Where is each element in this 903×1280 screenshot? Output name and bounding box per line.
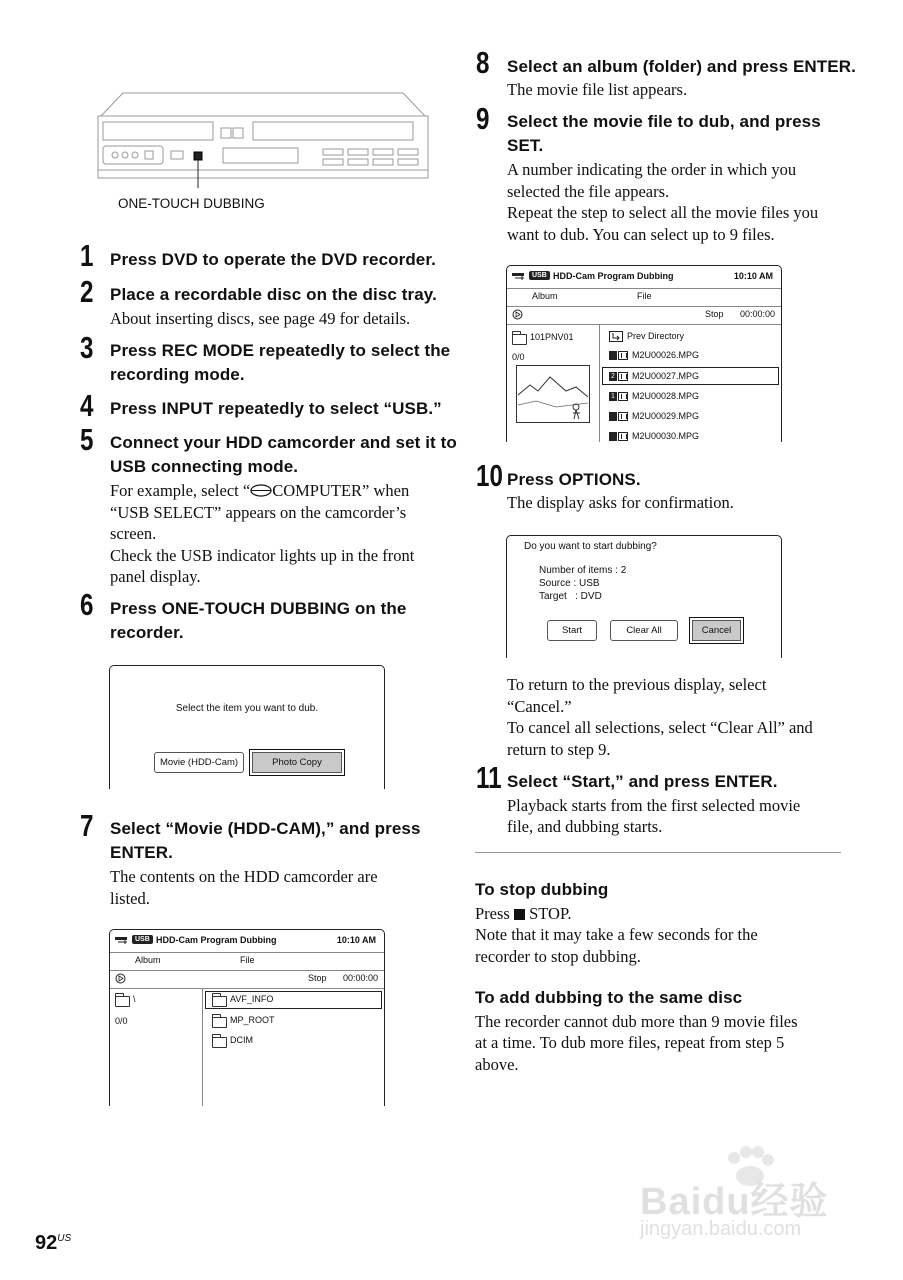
stop-dubbing-line1 [475, 903, 571, 925]
album-folder-icon [115, 996, 130, 1007]
counter: 00:00:00 [342, 973, 378, 983]
photo-copy-button[interactable] [249, 749, 345, 776]
step-4-title: Press INPUT repeatedly to select “USB.” [110, 399, 442, 418]
file-item[interactable]: MP_ROOT [230, 1015, 275, 1025]
screen-title: HDD-Cam Program Dubbing [553, 271, 674, 281]
step-11-title: Select “Start,” and press ENTER. [507, 772, 778, 791]
step-7-number: 7 [80, 808, 94, 843]
movie-file-row[interactable]: 1 M2U00028.MPG [609, 391, 699, 401]
step-11-body-line2: file, and dubbing starts. [507, 817, 663, 836]
recorder-usb-icon [512, 272, 526, 280]
start-button[interactable]: Start [547, 620, 597, 641]
screen-title: HDD-Cam Program Dubbing [156, 935, 277, 945]
folder-icon [212, 1037, 227, 1048]
movie-file-icon: 1 [609, 392, 629, 401]
step-5-title-line2: USB connecting mode. [110, 457, 299, 476]
step-5-body-line1 [110, 480, 409, 502]
status-row [507, 306, 781, 325]
stop-dubbing-line1b: STOP. [524, 904, 572, 923]
clock: 10:10 AM [733, 271, 773, 281]
add-dubbing-line1: The recorder cannot dub more than 9 movie files [475, 1012, 798, 1031]
step-9-body-line1: A number indicating the order in which you [507, 160, 797, 179]
step-9-body-line3: Repeat the step to select all the movie files you [507, 203, 819, 222]
step-5-body-line4: Check the USB indicator lights up in the front [110, 546, 415, 565]
step-4-number: 4 [80, 388, 94, 423]
step-5-body-line3: screen. [110, 524, 157, 543]
screen-header [507, 266, 781, 289]
movie-file-row[interactable]: M2U00029.MPG [609, 411, 699, 421]
movie-hdd-cam-button[interactable]: Movie (HDD-Cam) [154, 752, 244, 773]
step-9-title-line2: SET. [507, 136, 544, 155]
playback-status-icon [115, 973, 126, 986]
column-header-row [507, 288, 781, 307]
add-dubbing-line3: above. [475, 1055, 519, 1074]
step-10-body: The display asks for confirmation. [507, 493, 734, 512]
step-9-body-line4: want to dub. You can select up to 9 files. [507, 225, 775, 244]
stop-dubbing-line1a: Press [475, 904, 514, 923]
status-row [110, 970, 384, 989]
step-10-number: 10 [476, 458, 503, 493]
step-6-title-line2: recorder. [110, 623, 184, 642]
stop-dubbing-line3: recorder to stop dubbing. [475, 947, 641, 966]
album-thumbnail [516, 365, 590, 423]
step-5-title-line1: Connect your HDD camcorder and set it to [110, 433, 457, 452]
file-column-header: File [637, 291, 652, 301]
album-folder-icon [512, 334, 527, 345]
step-8-body: The movie file list appears. [507, 80, 688, 99]
step-10-title: Press OPTIONS. [507, 470, 641, 489]
step-10-after-line2: “Cancel.” [507, 697, 572, 716]
clock: 10:10 AM [336, 935, 376, 945]
step-9-title-line1: Select the movie file to dub, and press [507, 112, 821, 131]
add-dubbing-line2: at a time. To dub more files, repeat from step 5 [475, 1033, 785, 1052]
step-3-title-line2: recording mode. [110, 365, 245, 384]
movie-file-icon [609, 351, 629, 360]
hdd-cam-dubbing-screen-root [109, 929, 385, 1106]
movie-file-icon [609, 432, 629, 441]
movie-file-icon [609, 412, 629, 421]
screen-header [110, 930, 384, 953]
number-of-items: Number of items : 2 [539, 565, 627, 576]
step-2-number: 2 [80, 274, 94, 309]
movie-file-row[interactable]: M2U00026.MPG [609, 350, 699, 360]
step-10-after-line1: To return to the previous display, select [507, 675, 767, 694]
step-2-title: Place a recordable disc on the disc tray. [110, 285, 437, 304]
step-10-after-line3: To cancel all selections, select “Clear All” and [507, 718, 813, 737]
add-dubbing-heading: To add dubbing to the same disc [475, 988, 743, 1007]
watermark-brand: Baidu经验 [640, 1181, 829, 1223]
prev-directory[interactable]: Prev Directory [627, 331, 685, 341]
status-text: Stop [705, 309, 724, 319]
playback-status-icon [512, 309, 523, 322]
target: Target : DVD [539, 591, 602, 602]
step-10-after-line4: return to step 9. [507, 740, 611, 759]
step-7-body-line1: The contents on the HDD camcorder are [110, 867, 378, 886]
step-2-body: About inserting discs, see page 49 for details. [110, 309, 411, 328]
select-item-prompt: Select the item you want to dub. [175, 703, 319, 714]
section-divider [475, 852, 841, 853]
counter: 00:00:00 [739, 309, 775, 319]
confirm-dubbing-screen [506, 535, 782, 658]
watermark-url: jingyan.baidu.com [640, 1218, 802, 1240]
folder-icon [212, 996, 227, 1007]
page-number-suffix: US [57, 1233, 72, 1244]
step-7-title-line2: ENTER. [110, 843, 173, 862]
status-text: Stop [308, 973, 327, 983]
album-panel-divider [202, 989, 203, 1106]
album-column-header: Album [135, 955, 161, 965]
page-number-value: 92 [35, 1232, 58, 1254]
step-7-body-line2: listed. [110, 889, 150, 908]
album-count: 0/0 [115, 1016, 128, 1026]
select-item-screen [109, 665, 385, 789]
album-name: \ [133, 994, 136, 1004]
device-label: ONE-TOUCH DUBBING [118, 196, 265, 211]
clear-all-button[interactable]: Clear All [610, 620, 678, 641]
stop-square-icon [514, 909, 525, 920]
watermark-logo [640, 1148, 860, 1223]
album-panel-divider [599, 325, 600, 442]
album-name: 101PNV01 [530, 332, 574, 342]
confirm-question: Do you want to start dubbing? [524, 541, 657, 552]
movie-file-list-screen [506, 265, 782, 442]
step-11-body-line1: Playback starts from the first selected movie [507, 796, 801, 815]
watermark [640, 1148, 860, 1241]
step-3-number: 3 [80, 330, 94, 365]
usb-tag: USB [132, 935, 153, 944]
step-5-body-line1a: For example, select “ [110, 481, 251, 500]
step-9-body-line2: selected the file appears. [507, 182, 670, 201]
step-9-number: 9 [476, 101, 490, 136]
photo-copy-label: Photo Copy [252, 752, 342, 773]
step-5-body-line2: “USB SELECT” appears on the camcorder’s [110, 503, 407, 522]
step-5-body-line1b: COMPUTER” when [272, 481, 410, 500]
computer-icon [250, 481, 272, 494]
album-count: 0/0 [512, 352, 525, 362]
page-number [35, 1232, 71, 1255]
source: Source : USB [539, 578, 600, 589]
step-3-title-line1: Press REC MODE repeatedly to select the [110, 341, 451, 360]
step-7-title-line1: Select “Movie (HDD-CAM),” and press [110, 819, 421, 838]
recorder-illustration [93, 88, 433, 188]
movie-file-icon: 2 [609, 372, 629, 381]
folder-icon [212, 1017, 227, 1028]
step-8-title: Select an album (folder) and press ENTER. [507, 57, 856, 76]
file-item[interactable]: AVF_INFO [230, 994, 274, 1004]
file-column-header: File [240, 955, 255, 965]
file-item[interactable]: DCIM [230, 1035, 253, 1045]
step-5-body-line5: panel display. [110, 567, 201, 586]
stop-dubbing-line2: Note that it may take a few seconds for the [475, 925, 758, 944]
usb-tag: USB [529, 271, 550, 280]
cancel-button[interactable] [689, 617, 744, 644]
prev-directory-icon [609, 331, 623, 342]
step-11-number: 11 [476, 760, 502, 795]
step-1-number: 1 [80, 238, 94, 273]
recorder-usb-icon [115, 936, 129, 944]
step-6-title-line1: Press ONE-TOUCH DUBBING on the [110, 599, 407, 618]
cancel-label: Cancel [692, 620, 741, 641]
album-column-header: Album [532, 291, 558, 301]
stop-dubbing-heading: To stop dubbing [475, 880, 609, 899]
step-5-number: 5 [80, 422, 94, 457]
movie-file-row[interactable]: 2 M2U00027.MPG [609, 371, 699, 381]
step-6-number: 6 [80, 587, 94, 622]
step-8-number: 8 [476, 45, 490, 80]
column-header-row [110, 952, 384, 971]
step-1-title: Press DVD to operate the DVD recorder. [110, 250, 436, 269]
movie-file-row[interactable]: M2U00030.MPG [609, 431, 699, 441]
